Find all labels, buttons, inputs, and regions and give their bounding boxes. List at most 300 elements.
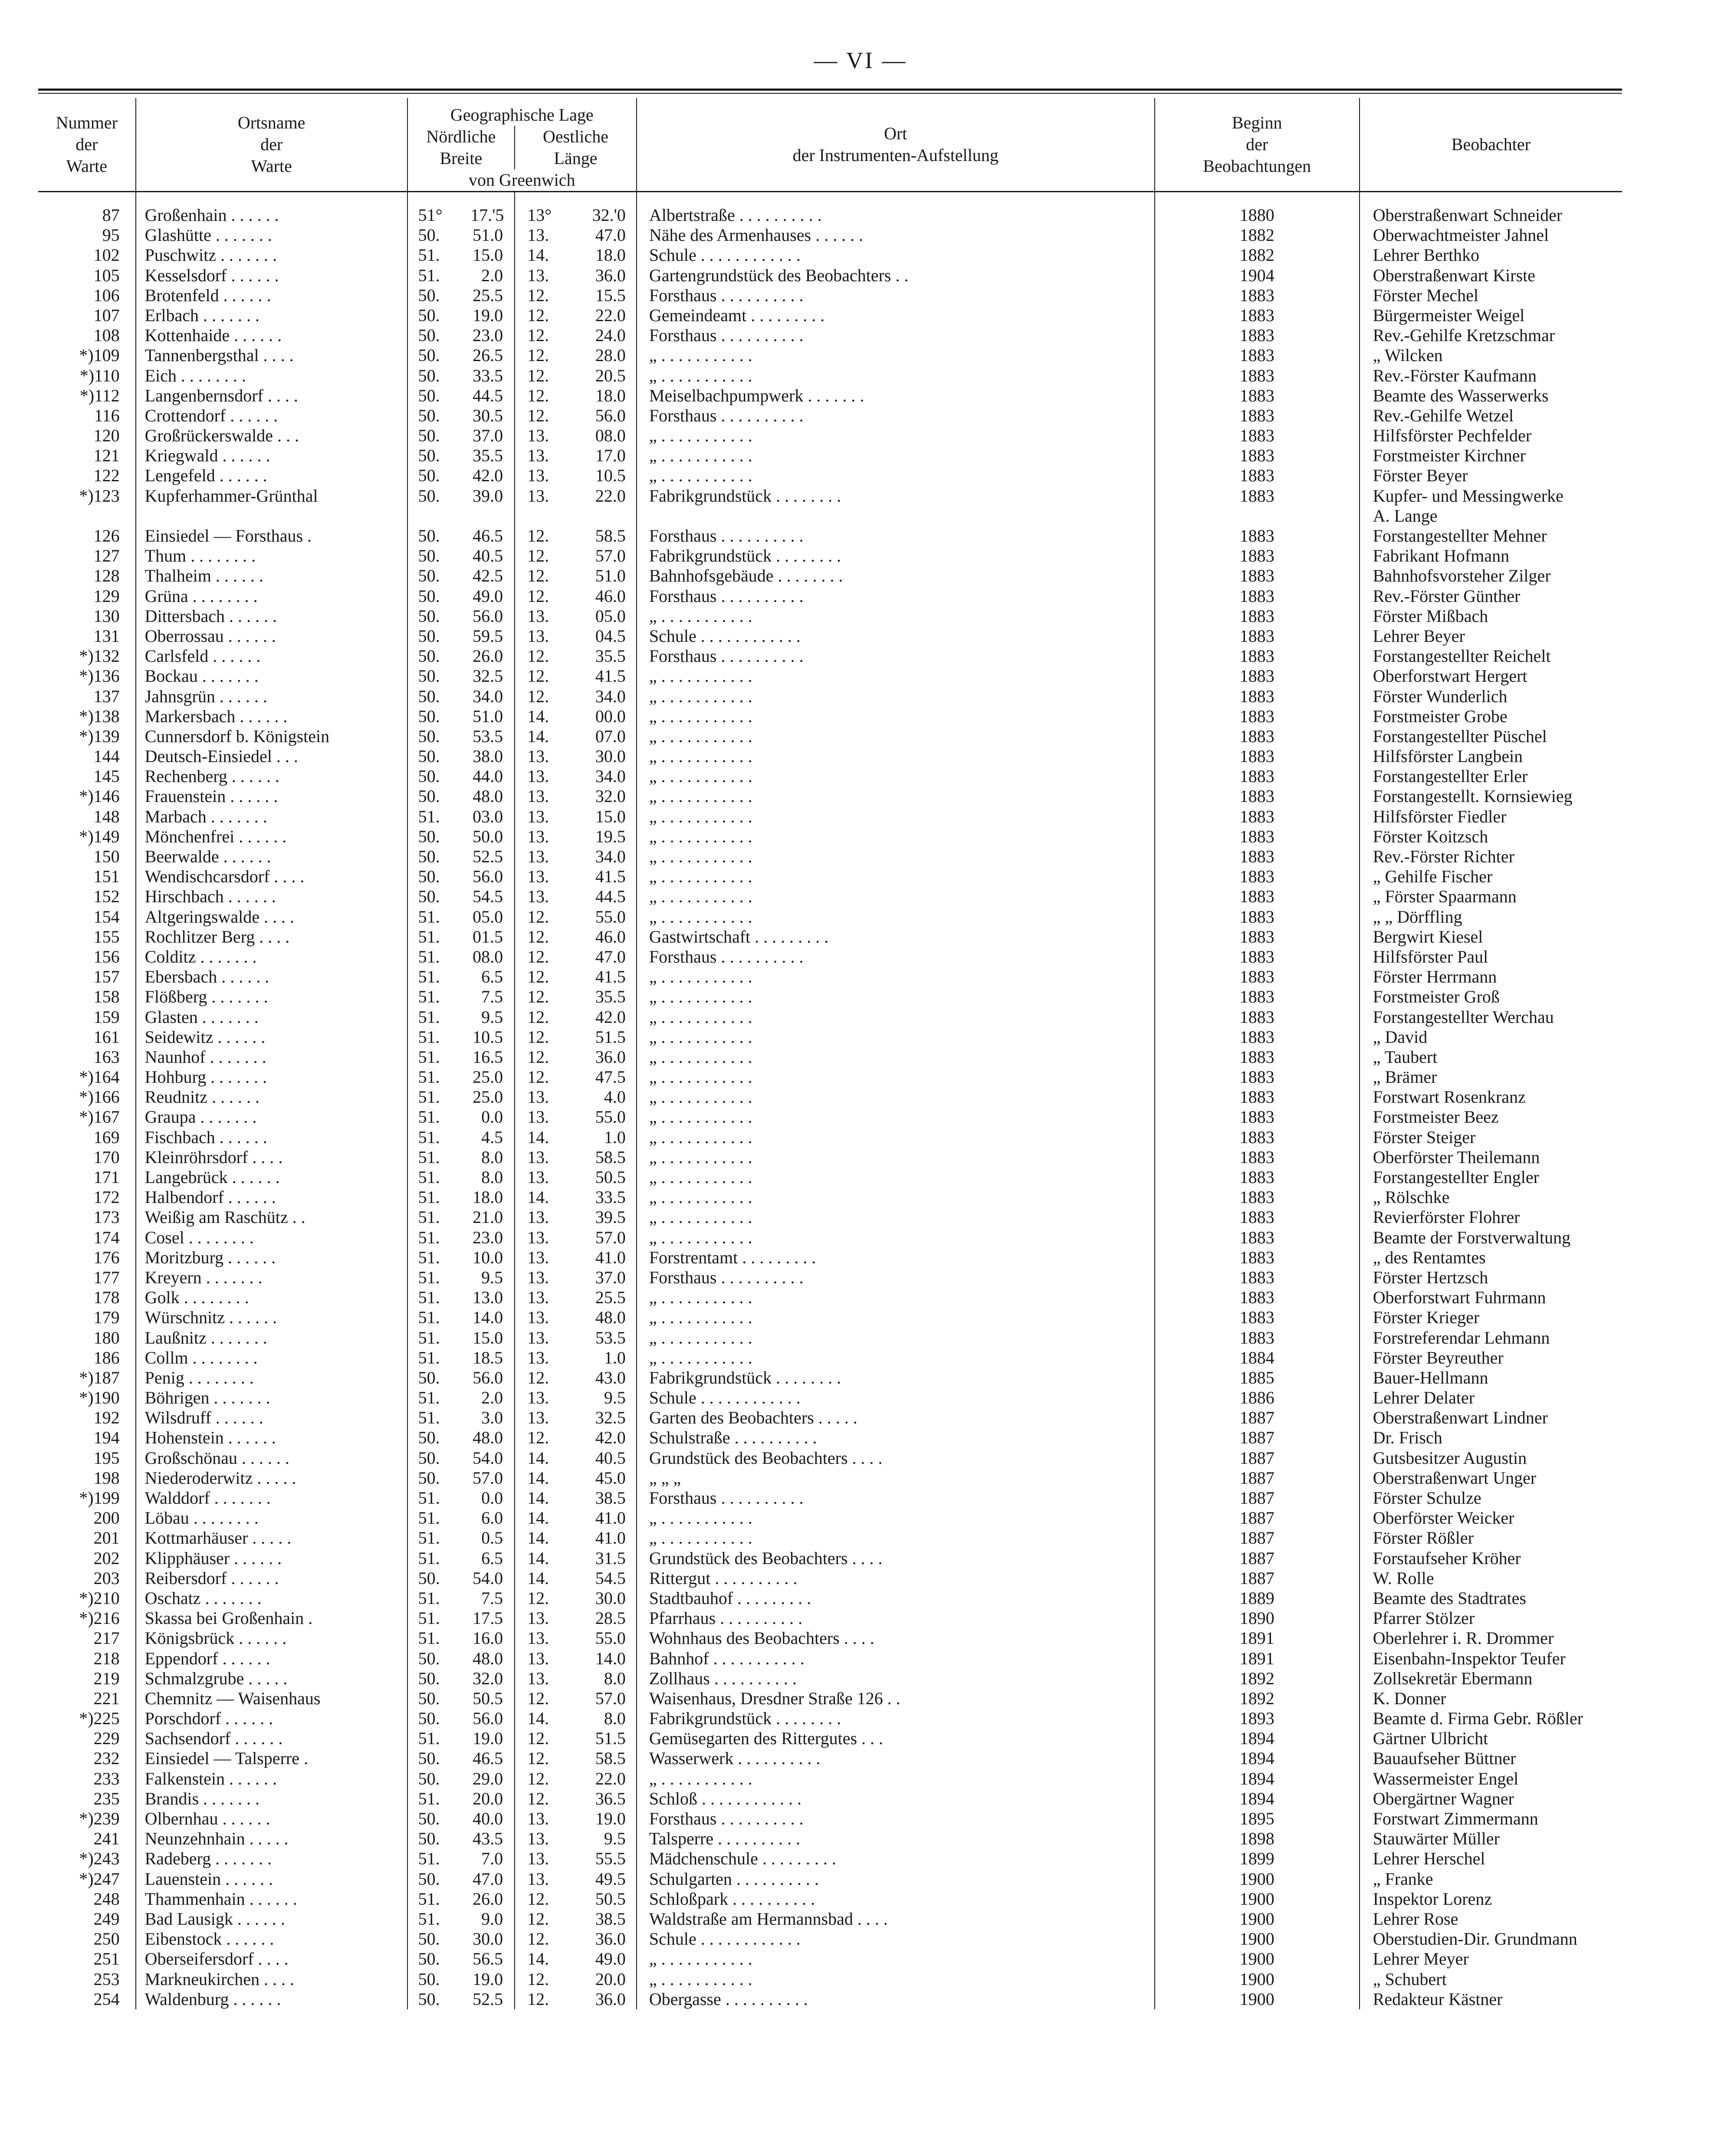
cell-nummer: 150: [93, 847, 120, 866]
cell-laenge-minuten: 4.0: [604, 1087, 626, 1107]
cell-beobachter: Oberstraßenwart Unger: [1360, 1468, 1622, 1488]
cell-beginn: 1883: [1155, 606, 1360, 626]
col-header-breite: [407, 126, 515, 169]
cell-beginn: 1883: [1155, 306, 1360, 325]
cell-breite-minuten: [470, 506, 515, 526]
cell-breite-grad: 50.: [407, 426, 471, 446]
cell-ortsname: Frauenstein . . . . . .: [136, 786, 407, 806]
cell-ortsname: Graupa . . . . . . .: [136, 1107, 407, 1127]
cell-ort: Waisenhaus, Dresdner Straße 126 . .: [637, 1689, 1155, 1709]
cell-laenge-minuten: 25.5: [595, 1288, 626, 1308]
cell-ort: Schule . . . . . . . . . . . .: [637, 245, 1155, 265]
cell-beobachter: Forstangestellter Mehner: [1360, 526, 1622, 546]
cell-beginn: 1883: [1155, 707, 1360, 726]
cell-laenge-grad: 13.: [515, 766, 574, 786]
table-row: [38, 1689, 1622, 1709]
table-row: [38, 1789, 1622, 1809]
table-row: [38, 1448, 1622, 1468]
cell-laenge-grad: 13.: [515, 446, 574, 466]
cell-nummer: *)138: [79, 706, 120, 726]
cell-ortsname: Cunnersdorf b. Königstein: [136, 726, 407, 746]
table-row: [38, 1709, 1622, 1729]
cell-ortsname: Naunhof . . . . . . .: [136, 1047, 407, 1067]
cell-breite-grad: 50.: [407, 1949, 471, 1969]
cell-beobachter: Oberstraßenwart Lindner: [1360, 1408, 1622, 1428]
cell-ortsname: Halbendorf . . . . . .: [136, 1187, 407, 1207]
cell-beginn: 1887: [1155, 1408, 1360, 1428]
cell-beginn: 1899: [1155, 1849, 1360, 1869]
cell-breite-grad: 50.: [407, 526, 471, 546]
table-row: [38, 1989, 1622, 2009]
cell-breite-grad: 50.: [407, 1929, 471, 1949]
cell-ort: Obergasse . . . . . . . . . .: [637, 1989, 1155, 2009]
cell-laenge-grad: 13.: [515, 1869, 574, 1889]
cell-breite-grad: 50.: [407, 446, 471, 466]
table-row: [38, 1268, 1622, 1288]
cell-nummer: 250: [93, 1929, 120, 1949]
cell-nummer: [38, 506, 136, 526]
cell-nummer: *)149: [79, 826, 120, 846]
cell-nummer: *)187: [79, 1367, 120, 1387]
cell-nummer: *)164: [79, 1067, 120, 1087]
cell-ortsname: Erlbach . . . . . . .: [136, 306, 407, 325]
cell-breite-grad: 50.: [407, 1769, 471, 1789]
cell-beginn: [1155, 506, 1360, 526]
cell-breite-grad: 50.: [407, 286, 471, 306]
cell-beginn: 1883: [1155, 967, 1360, 987]
cell-beobachter: „ Taubert: [1360, 1047, 1622, 1067]
table-row: [38, 1468, 1622, 1488]
cell-nummer: 148: [93, 806, 120, 826]
cell-laenge-grad: 12.: [515, 1969, 574, 1989]
table-row: [38, 1869, 1622, 1889]
cell-nummer: *)136: [79, 666, 120, 686]
cell-laenge-grad: 12.: [515, 306, 574, 325]
cell-laenge-grad: 13.: [515, 746, 574, 766]
cell-laenge-minuten: 18.0: [595, 385, 626, 405]
cell-beobachter: Bauer-Hellmann: [1360, 1368, 1622, 1388]
col-header-nummer-line: der: [76, 135, 98, 154]
col-header-laenge-line: Länge: [554, 148, 598, 168]
cell-laenge-grad: 12.: [515, 1789, 574, 1809]
cell-nummer: 202: [93, 1548, 120, 1568]
cell-nummer: 122: [93, 466, 120, 486]
cell-breite-minuten: 29.0: [473, 1768, 503, 1788]
cell-beobachter: Förster Steiger: [1360, 1127, 1622, 1147]
cell-laenge-minuten: 55.0: [595, 907, 626, 927]
table-row: [38, 1428, 1622, 1448]
cell-laenge-grad: 14.: [515, 1468, 574, 1488]
table-row: [38, 1007, 1622, 1027]
cell-beobachter: Lehrer Herschel: [1360, 1849, 1622, 1869]
cell-beobachter: Stauwärter Müller: [1360, 1829, 1622, 1849]
cell-ort: [637, 506, 1155, 526]
cell-beobachter: Lehrer Berthko: [1360, 245, 1622, 265]
cell-laenge-minuten: 48.0: [595, 1308, 626, 1328]
col-header-beginn-line: der: [1246, 135, 1268, 154]
cell-laenge-minuten: 22.0: [595, 486, 626, 506]
cell-ort: „ . . . . . . . . . . .: [637, 1167, 1155, 1187]
cell-laenge-minuten: 40.5: [595, 1448, 626, 1468]
cell-laenge-grad: 12.: [515, 1428, 574, 1448]
cell-breite-minuten: 26.5: [473, 345, 503, 365]
cell-beginn: 1887: [1155, 1508, 1360, 1528]
cell-laenge-grad: 12.: [515, 1909, 574, 1929]
cell-ort: „ . . . . . . . . . . .: [637, 766, 1155, 786]
cell-beobachter: Eisenbahn-Inspektor Teufer: [1360, 1649, 1622, 1669]
table-row: [38, 286, 1622, 306]
cell-ortsname: Königsbrück . . . . . .: [136, 1628, 407, 1648]
cell-ortsname: Markneukirchen . . . .: [136, 1969, 407, 1989]
cell-breite-grad: 50.: [407, 766, 471, 786]
cell-breite-minuten: 10.5: [473, 1027, 503, 1047]
cell-breite-minuten: 57.0: [473, 1468, 503, 1488]
cell-laenge-minuten: 08.0: [595, 426, 626, 446]
cell-beobachter: Revierförster Flohrer: [1360, 1207, 1622, 1227]
table-row: [38, 1288, 1622, 1308]
cell-laenge-minuten: 58.5: [595, 1748, 626, 1768]
cell-ortsname: Würschnitz . . . . . .: [136, 1308, 407, 1328]
table-row: [38, 1929, 1622, 1949]
cell-beginn: 1883: [1155, 1007, 1360, 1027]
cell-beobachter: Lehrer Rose: [1360, 1909, 1622, 1929]
cell-breite-minuten: 33.5: [473, 365, 503, 385]
table-row: [38, 1748, 1622, 1768]
cell-ortsname: Cosel . . . . . . . .: [136, 1228, 407, 1248]
cell-ortsname: Langebrück . . . . . .: [136, 1167, 407, 1187]
cell-laenge-grad: 12.: [515, 566, 574, 586]
cell-breite-minuten: 35.5: [473, 446, 503, 466]
cell-beginn: 1893: [1155, 1709, 1360, 1729]
table-row: [38, 1669, 1622, 1689]
table-row: [38, 1649, 1622, 1669]
table-row: [38, 406, 1622, 426]
cell-beobachter: Oberstraßenwart Kirste: [1360, 266, 1622, 286]
cell-beobachter: Förster Beyreuther: [1360, 1348, 1622, 1368]
cell-breite-grad: 50.: [407, 386, 471, 406]
cell-laenge-grad: 13.: [515, 225, 574, 245]
cell-beobachter: Lehrer Meyer: [1360, 1949, 1622, 1969]
cell-laenge-grad: 12.: [515, 967, 574, 987]
cell-nummer: 95: [102, 225, 120, 245]
cell-nummer: *)167: [79, 1107, 120, 1127]
cell-beobachter: Forstmeister Beez: [1360, 1107, 1622, 1127]
table-row: [38, 386, 1622, 406]
cell-breite-grad: 50.: [407, 566, 471, 586]
cell-ort: „ . . . . . . . . . . .: [637, 707, 1155, 726]
col-header-ortsname-line: der: [260, 135, 283, 154]
cell-breite-grad: 50.: [407, 887, 471, 907]
table-row: [38, 1809, 1622, 1829]
cell-laenge-grad: 13.: [515, 1408, 574, 1428]
cell-laenge-grad: 13.: [515, 1248, 574, 1268]
cell-breite-minuten: 46.5: [473, 526, 503, 546]
cell-beginn: 1883: [1155, 486, 1360, 506]
cell-laenge-minuten: 51.5: [595, 1027, 626, 1047]
cell-laenge-grad: 14.: [515, 1488, 574, 1508]
table-row: [38, 266, 1622, 286]
cell-breite-grad: 50.: [407, 325, 471, 345]
cell-beobachter: Rev.-Förster Richter: [1360, 847, 1622, 867]
cell-laenge-grad: 13°: [515, 192, 574, 226]
cell-breite-minuten: 40.0: [473, 1809, 503, 1828]
cell-beobachter: Förster Wunderlich: [1360, 687, 1622, 707]
cell-beginn: 1883: [1155, 1268, 1360, 1288]
cell-ortsname: Penig . . . . . . . .: [136, 1368, 407, 1388]
cell-beginn: 1892: [1155, 1669, 1360, 1689]
cell-ortsname: Kottmarhäuser . . . . .: [136, 1528, 407, 1548]
table-row: [38, 486, 1622, 506]
cell-ort: „ . . . . . . . . . . .: [637, 666, 1155, 686]
cell-laenge-minuten: 54.5: [595, 1568, 626, 1588]
table-row: [38, 807, 1622, 827]
cell-breite-grad: 50.: [407, 1869, 471, 1889]
cell-beobachter: Hilfsförster Langbein: [1360, 746, 1622, 766]
cell-ort: Forsthaus . . . . . . . . . .: [637, 286, 1155, 306]
cell-nummer: *)243: [79, 1849, 120, 1869]
cell-beobachter: Beamte d. Firma Gebr. Rößler: [1360, 1709, 1622, 1729]
cell-beobachter: Inspektor Lorenz: [1360, 1889, 1622, 1909]
cell-beginn: 1882: [1155, 245, 1360, 265]
table-row: [38, 1909, 1622, 1929]
cell-laenge-minuten: 36.0: [595, 1047, 626, 1067]
cell-beobachter: Förster Herrmann: [1360, 967, 1622, 987]
cell-beginn: 1883: [1155, 1167, 1360, 1187]
cell-laenge-minuten: 32.'0: [592, 205, 626, 225]
cell-breite-grad: 51.: [407, 1909, 471, 1929]
cell-beobachter: „ des Rentamtes: [1360, 1248, 1622, 1268]
cell-ort: Fabrikgrundstück . . . . . . . .: [637, 486, 1155, 506]
cell-beginn: 1883: [1155, 345, 1360, 365]
cell-beginn: 1890: [1155, 1608, 1360, 1628]
cell-nummer: 120: [93, 426, 120, 446]
cell-ort: Waldstraße am Hermannsbad . . . .: [637, 1909, 1155, 1929]
cell-beobachter: „ Förster Spaarmann: [1360, 887, 1622, 907]
cell-laenge-grad: 13.: [515, 807, 574, 827]
cell-ortsname: Langenbernsdorf . . . .: [136, 386, 407, 406]
cell-nummer: 249: [93, 1909, 120, 1929]
cell-ort: Gemeindeamt . . . . . . . . .: [637, 306, 1155, 325]
cell-beobachter: Bauaufseher Büttner: [1360, 1748, 1622, 1768]
cell-ort: „ . . . . . . . . . . .: [637, 726, 1155, 746]
cell-breite-minuten: 37.0: [473, 426, 503, 446]
cell-beginn: 1887: [1155, 1468, 1360, 1488]
cell-nummer: *)225: [79, 1709, 120, 1729]
cell-ortsname: Skassa bei Großenhain .: [136, 1608, 407, 1628]
table-header: [38, 98, 1622, 192]
cell-nummer: 179: [93, 1308, 120, 1328]
table-row: [38, 1508, 1622, 1528]
cell-ortsname: Eibenstock . . . . . .: [136, 1929, 407, 1949]
table-row: [38, 566, 1622, 586]
table-row: [38, 1829, 1622, 1849]
cell-ortsname: Beerwalde . . . . . .: [136, 847, 407, 867]
cell-laenge-grad: 13.: [515, 1328, 574, 1348]
cell-laenge-grad: 13.: [515, 1628, 574, 1648]
table-row: [38, 1308, 1622, 1328]
cell-beginn: 1880: [1155, 192, 1360, 226]
col-header-beginn-line: Beobachtungen: [1203, 156, 1311, 176]
cell-beginn: 1883: [1155, 1187, 1360, 1207]
table-row: [38, 1588, 1622, 1608]
cell-breite-minuten: 19.0: [473, 305, 503, 325]
cell-laenge-minuten: 41.0: [595, 1247, 626, 1267]
cell-beobachter: Forstangestellt. Kornsiewieg: [1360, 786, 1622, 806]
cell-laenge-minuten: 05.0: [595, 606, 626, 626]
cell-breite-minuten: 6.5: [481, 1548, 503, 1568]
cell-breite-minuten: 52.5: [473, 1989, 503, 2009]
cell-ort: „ . . . . . . . . . . .: [637, 746, 1155, 766]
cell-ortsname: Großrückerswalde . . .: [136, 426, 407, 446]
cell-laenge-grad: 14.: [515, 1187, 574, 1207]
cell-breite-grad: 50.: [407, 586, 471, 606]
cell-ortsname: Schmalzgrube . . . . .: [136, 1669, 407, 1689]
cell-ortsname: Dittersbach . . . . . .: [136, 606, 407, 626]
cell-ortsname: Crottendorf . . . . . .: [136, 406, 407, 426]
table-row: [38, 1348, 1622, 1368]
cell-breite-minuten: 51.0: [473, 225, 503, 245]
cell-nummer: *)247: [79, 1869, 120, 1889]
cell-laenge-grad: 14.: [515, 1709, 574, 1729]
table-row: [38, 1087, 1622, 1107]
cell-breite-grad: 51.: [407, 1328, 471, 1348]
cell-beobachter: Fabrikant Hofmann: [1360, 546, 1622, 566]
table-row: [38, 726, 1622, 746]
cell-ort: „ . . . . . . . . . . .: [637, 807, 1155, 827]
cell-laenge-grad: 12.: [515, 927, 574, 947]
cell-breite-minuten: 25.0: [473, 1087, 503, 1107]
cell-nummer: 174: [93, 1227, 120, 1247]
cell-breite-minuten: 51.0: [473, 706, 503, 726]
cell-laenge-grad: 13.: [515, 1809, 574, 1829]
cell-breite-minuten: 17.'5: [470, 205, 504, 225]
cell-nummer: 116: [94, 405, 120, 425]
cell-laenge-minuten: 17.0: [595, 446, 626, 466]
cell-ort: Schule . . . . . . . . . . . .: [637, 1388, 1155, 1408]
cell-laenge-minuten: 38.5: [595, 1909, 626, 1929]
cell-laenge-grad: 12.: [515, 907, 574, 927]
cell-ort: „ . . . . . . . . . . .: [637, 606, 1155, 626]
cell-laenge-minuten: 1.0: [604, 1127, 626, 1147]
cell-breite-grad: 51.: [407, 1207, 471, 1227]
cell-breite-minuten: 42.0: [473, 466, 503, 486]
cell-breite-minuten: 48.0: [473, 1428, 503, 1448]
table-row: [38, 766, 1622, 786]
cell-ortsname: Ebersbach . . . . . .: [136, 967, 407, 987]
cell-laenge-grad: 12.: [515, 1027, 574, 1047]
table-row: [38, 1568, 1622, 1588]
cell-beginn: 1883: [1155, 1328, 1360, 1348]
cell-beginn: 1883: [1155, 1308, 1360, 1328]
cell-ortsname: Hohenstein . . . . . .: [136, 1428, 407, 1448]
cell-ort: Forsthaus . . . . . . . . . .: [637, 586, 1155, 606]
cell-breite-grad: 50.: [407, 1829, 471, 1849]
cell-beginn: 1900: [1155, 1929, 1360, 1949]
cell-nummer: 157: [93, 967, 120, 987]
cell-laenge-grad: 14.: [515, 1528, 574, 1548]
cell-nummer: 254: [93, 1989, 120, 2009]
cell-ortsname: Moritzburg . . . . . .: [136, 1248, 407, 1268]
cell-nummer: 194: [93, 1428, 120, 1448]
cell-breite-minuten: 15.0: [473, 245, 503, 265]
cell-laenge-minuten: 35.5: [595, 646, 626, 666]
cell-ort: „ . . . . . . . . . . .: [637, 1228, 1155, 1248]
cell-laenge-minuten: 15.5: [595, 285, 626, 305]
cell-breite-minuten: 30.5: [473, 405, 503, 425]
cell-laenge-grad: 13.: [515, 1308, 574, 1328]
cell-breite-grad: 51.: [407, 1147, 471, 1167]
cell-breite-minuten: 08.0: [473, 947, 503, 966]
cell-beginn: 1894: [1155, 1789, 1360, 1809]
cell-breite-minuten: 9.5: [481, 1007, 503, 1027]
cell-beginn: 1889: [1155, 1588, 1360, 1608]
cell-ortsname: Brotenfeld . . . . . .: [136, 286, 407, 306]
cell-beginn: 1898: [1155, 1829, 1360, 1849]
cell-ortsname: Flößberg . . . . . . .: [136, 987, 407, 1007]
cell-ort: „ . . . . . . . . . . .: [637, 1528, 1155, 1548]
table-row: [38, 1729, 1622, 1748]
cell-laenge-grad: 13.: [515, 1649, 574, 1669]
table-row: [38, 1067, 1622, 1087]
table-row: [38, 1388, 1622, 1408]
table-row: [38, 1548, 1622, 1568]
table-row: [38, 225, 1622, 245]
cell-breite-grad: 51.: [407, 1228, 471, 1248]
cell-beginn: 1883: [1155, 1288, 1360, 1308]
cell-ort: „ . . . . . . . . . . .: [637, 987, 1155, 1007]
cell-ort: „ . . . . . . . . . . .: [637, 1348, 1155, 1368]
cell-breite-minuten: 42.5: [473, 566, 503, 586]
cell-breite-grad: 50.: [407, 225, 471, 245]
cell-laenge-minuten: 46.0: [595, 927, 626, 947]
cell-laenge-grad: 12.: [515, 1989, 574, 2009]
cell-ort: Schloßpark . . . . . . . . . .: [637, 1889, 1155, 1909]
cell-laenge-minuten: 34.0: [595, 686, 626, 706]
cell-breite-minuten: 54.0: [473, 1448, 503, 1468]
cell-breite-minuten: 43.5: [473, 1829, 503, 1849]
cell-laenge-minuten: 49.0: [595, 1949, 626, 1969]
cell-nummer: 235: [93, 1788, 120, 1808]
cell-nummer: 170: [93, 1147, 120, 1167]
cell-breite-minuten: 19.0: [473, 1729, 503, 1748]
cell-nummer: 217: [93, 1628, 120, 1648]
table-row: [38, 947, 1622, 967]
cell-nummer: 163: [93, 1047, 120, 1067]
cell-beobachter: Oberforstwart Hergert: [1360, 666, 1622, 686]
cell-nummer: 107: [93, 305, 120, 325]
cell-breite-minuten: 05.0: [473, 907, 503, 927]
cell-beginn: 1886: [1155, 1388, 1360, 1408]
cell-laenge-grad: 12.: [515, 386, 574, 406]
cell-laenge-minuten: 22.0: [595, 305, 626, 325]
cell-beobachter: Gärtner Ulbricht: [1360, 1729, 1622, 1748]
cell-breite-grad: 50.: [407, 486, 471, 506]
cell-beobachter: Forstwart Zimmermann: [1360, 1809, 1622, 1829]
col-header-nummer-line: Nummer: [56, 113, 118, 132]
cell-ort: Mädchenschule . . . . . . . . .: [637, 1849, 1155, 1869]
table-row: [38, 1027, 1622, 1047]
cell-laenge-minuten: 47.5: [595, 1067, 626, 1087]
table-row: [38, 887, 1622, 907]
cell-breite-minuten: 56.0: [473, 606, 503, 626]
cell-beobachter: Beamte der Forstverwaltung: [1360, 1228, 1622, 1248]
cell-laenge-grad: 12.: [515, 366, 574, 386]
cell-breite-grad: 50.: [407, 546, 471, 566]
cell-breite-minuten: 2.0: [481, 1388, 503, 1408]
table-row: [38, 666, 1622, 686]
cell-ort: Albertstraße . . . . . . . . . .: [637, 192, 1155, 226]
cell-beobachter: Dr. Frisch: [1360, 1428, 1622, 1448]
